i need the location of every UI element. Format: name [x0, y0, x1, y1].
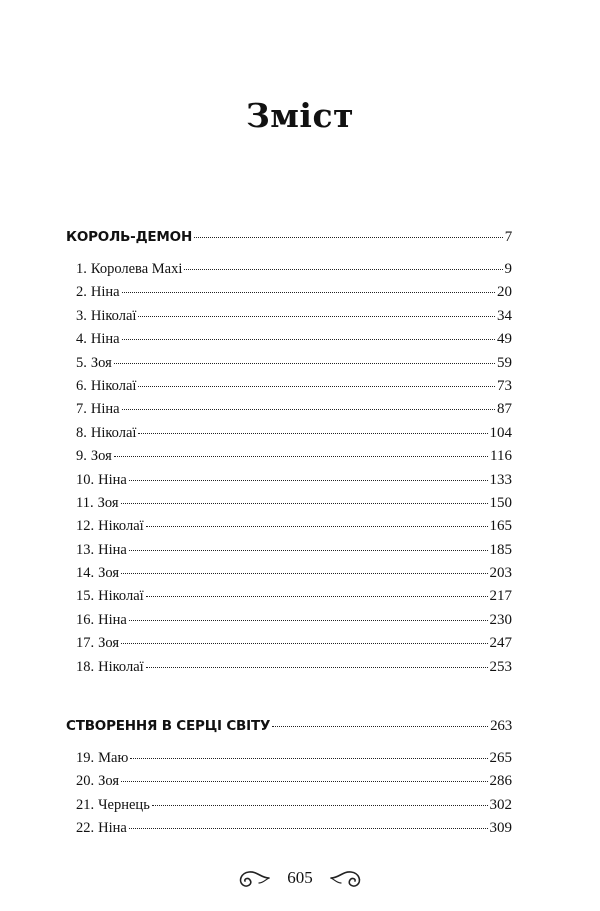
- dot-leader: [138, 316, 495, 317]
- chapter-label: [66, 425, 136, 442]
- dot-leader: [184, 269, 502, 270]
- chapter-label: [66, 542, 127, 559]
- chapter-page-number: 104: [489, 424, 512, 441]
- dot-leader: [129, 620, 488, 621]
- dot-leader: [146, 596, 488, 597]
- chapter-number: 13.: [76, 541, 95, 558]
- part-page-number: 263: [490, 718, 512, 734]
- chapter-label: [66, 750, 128, 767]
- toc-chapter-entry[interactable]: [66, 448, 512, 471]
- chapter-page-number: 230: [489, 611, 512, 628]
- chapter-label: [66, 773, 119, 790]
- chapter-label: [66, 612, 127, 629]
- dot-leader: [146, 526, 488, 527]
- chapter-page-number: 73: [497, 377, 512, 394]
- chapter-title: Ніколаї: [98, 518, 144, 535]
- chapter-number: 17.: [76, 635, 95, 652]
- chapter-title: Зоя: [98, 565, 120, 582]
- chapter-number: 6.: [76, 377, 87, 394]
- chapter-number: 7.: [76, 401, 87, 418]
- chapter-page-number: 59: [497, 354, 512, 371]
- chapter-number: 16.: [76, 611, 95, 628]
- chapter-title: Ніна: [90, 331, 120, 348]
- chapter-title: Ніколаї: [90, 377, 137, 394]
- dot-leader: [122, 292, 495, 293]
- dot-leader: [130, 758, 487, 759]
- chapter-label: [66, 820, 127, 837]
- chapter-number: 10.: [76, 471, 95, 488]
- chapter-page-number: 265: [489, 750, 512, 766]
- chapter-label: [66, 308, 136, 325]
- chapter-title: Ніна: [98, 471, 127, 488]
- toc-chapter-entry[interactable]: [66, 612, 512, 635]
- chapter-title: Зоя: [90, 448, 112, 465]
- part-title: СТВОРЕННЯ В СЕРЦІ СВІТУ: [66, 718, 271, 734]
- chapter-title: Зоя: [97, 494, 119, 511]
- chapter-number: 12.: [76, 518, 95, 535]
- chapter-label: [66, 635, 119, 652]
- chapter-label: [66, 472, 127, 489]
- dot-leader: [138, 433, 487, 434]
- chapter-number: 1.: [76, 261, 87, 277]
- chapter-number: 22.: [76, 820, 95, 837]
- chapter-number: 9.: [76, 448, 87, 465]
- dot-leader: [121, 573, 487, 574]
- page-title: Зміст: [245, 96, 355, 135]
- dot-leader: [272, 726, 488, 727]
- chapter-label: [66, 331, 120, 348]
- chapter-label: [66, 797, 150, 814]
- dot-leader: [129, 828, 488, 829]
- dot-leader: [129, 550, 488, 551]
- dot-leader: [121, 643, 487, 644]
- toc-chapter-entry[interactable]: [66, 308, 512, 331]
- toc-chapter-entry[interactable]: [66, 588, 512, 611]
- dot-leader: [138, 386, 495, 387]
- chapter-title: Чернець: [98, 796, 150, 813]
- toc-chapter-entry[interactable]: [66, 284, 512, 307]
- chapter-title: Маю: [98, 750, 129, 766]
- toc-chapter-entry[interactable]: [66, 355, 512, 378]
- chapter-title: Ніна: [98, 820, 127, 837]
- chapter-label: [66, 401, 120, 418]
- chapter-page-number: 87: [497, 401, 512, 418]
- part-page-number: 7: [504, 229, 512, 245]
- chapter-label: [66, 284, 120, 301]
- chapter-page-number: 247: [489, 635, 512, 652]
- chapter-title: Ніна: [98, 611, 127, 628]
- chapter-page-number: 20: [497, 284, 512, 301]
- part-title: КОРОЛЬ-ДЕМОН: [66, 229, 193, 245]
- toc-chapter-entry[interactable]: [66, 750, 512, 773]
- dot-leader: [114, 456, 488, 457]
- chapter-number: 15.: [76, 588, 95, 605]
- chapter-label: [66, 565, 119, 582]
- chapter-label: [66, 518, 144, 535]
- chapter-label: [66, 588, 144, 605]
- chapter-number: 5.: [76, 354, 87, 371]
- toc-chapter-entry[interactable]: [66, 565, 512, 588]
- chapter-title: Ніна: [90, 284, 120, 301]
- chapter-title: Зоя: [98, 773, 120, 790]
- dot-leader: [122, 339, 495, 340]
- chapter-page-number: 150: [489, 494, 512, 511]
- chapter-title: Королева Махі: [90, 261, 183, 277]
- chapter-number: 19.: [76, 750, 95, 766]
- chapter-page-number: 34: [497, 307, 512, 324]
- chapter-page-number: 116: [490, 448, 512, 465]
- toc-chapter-entry[interactable]: [66, 495, 512, 518]
- chapter-title: Ніна: [90, 401, 120, 418]
- chapter-label: [66, 355, 112, 372]
- chapter-page-number: 286: [489, 773, 512, 790]
- toc-chapter-entry[interactable]: [66, 401, 512, 424]
- chapter-number: 21.: [76, 796, 95, 813]
- chapter-page-number: 309: [489, 820, 512, 837]
- toc-part-1: [66, 229, 512, 682]
- chapter-label: [66, 448, 112, 465]
- chapter-number: 11.: [76, 494, 94, 511]
- dot-leader: [129, 480, 488, 481]
- chapter-title: Ніна: [98, 541, 127, 558]
- chapter-page-number: 9: [504, 261, 512, 277]
- toc-chapter-entry[interactable]: [66, 635, 512, 658]
- toc-chapter-entry[interactable]: [66, 261, 512, 284]
- chapter-title: Ніколаї: [90, 307, 137, 324]
- chapter-page-number: 185: [489, 541, 512, 558]
- chapter-label: [66, 378, 136, 395]
- chapter-page-number: 165: [489, 518, 512, 535]
- dot-leader: [121, 503, 488, 504]
- chapter-number: 18.: [76, 658, 95, 675]
- toc-part-2: [66, 718, 512, 844]
- chapter-number: 14.: [76, 565, 95, 582]
- chapter-number: 20.: [76, 773, 95, 790]
- toc-part-entry[interactable]: [66, 718, 512, 750]
- chapter-page-number: 217: [489, 588, 512, 605]
- chapter-number: 8.: [76, 424, 87, 441]
- chapter-title: Ніколаї: [98, 588, 144, 605]
- right-flourish-icon: [327, 867, 371, 889]
- dot-leader: [146, 667, 488, 668]
- chapter-number: 3.: [76, 307, 87, 324]
- toc-chapter-entry[interactable]: [66, 425, 512, 448]
- chapter-page-number: 133: [489, 471, 512, 488]
- chapter-page-number: 203: [489, 565, 512, 582]
- chapter-title: Ніколаї: [98, 658, 144, 675]
- chapter-page-number: 49: [497, 331, 512, 348]
- dot-leader: [114, 363, 495, 364]
- toc-chapter-entry[interactable]: [66, 518, 512, 541]
- page-footer: [0, 858, 600, 898]
- chapter-number: 2.: [76, 284, 87, 301]
- toc-chapter-entry[interactable]: [66, 820, 512, 843]
- toc-chapter-entry[interactable]: [66, 797, 512, 820]
- toc-chapter-entry[interactable]: [66, 542, 512, 565]
- chapter-title: Зоя: [90, 354, 112, 371]
- toc-chapter-entry[interactable]: [66, 773, 512, 796]
- chapter-label: [66, 659, 144, 676]
- toc-chapter-entry[interactable]: [66, 659, 512, 682]
- toc-chapter-entry[interactable]: [66, 331, 512, 354]
- page-number: 605: [287, 868, 313, 887]
- chapter-page-number: 253: [489, 658, 512, 675]
- dot-leader: [121, 781, 487, 782]
- chapter-title: Зоя: [98, 635, 120, 652]
- chapter-number: 4.: [76, 331, 87, 348]
- chapter-title: Ніколаї: [90, 424, 137, 441]
- dot-leader: [152, 805, 488, 806]
- toc-chapter-entry[interactable]: [66, 378, 512, 401]
- left-flourish-icon: [229, 867, 273, 889]
- chapter-label: [66, 495, 119, 512]
- toc-chapter-entry[interactable]: [66, 472, 512, 495]
- dot-leader: [194, 237, 503, 238]
- chapter-page-number: 302: [489, 796, 512, 813]
- chapter-label: [66, 261, 182, 278]
- dot-leader: [122, 409, 495, 410]
- toc-part-entry[interactable]: [66, 229, 512, 261]
